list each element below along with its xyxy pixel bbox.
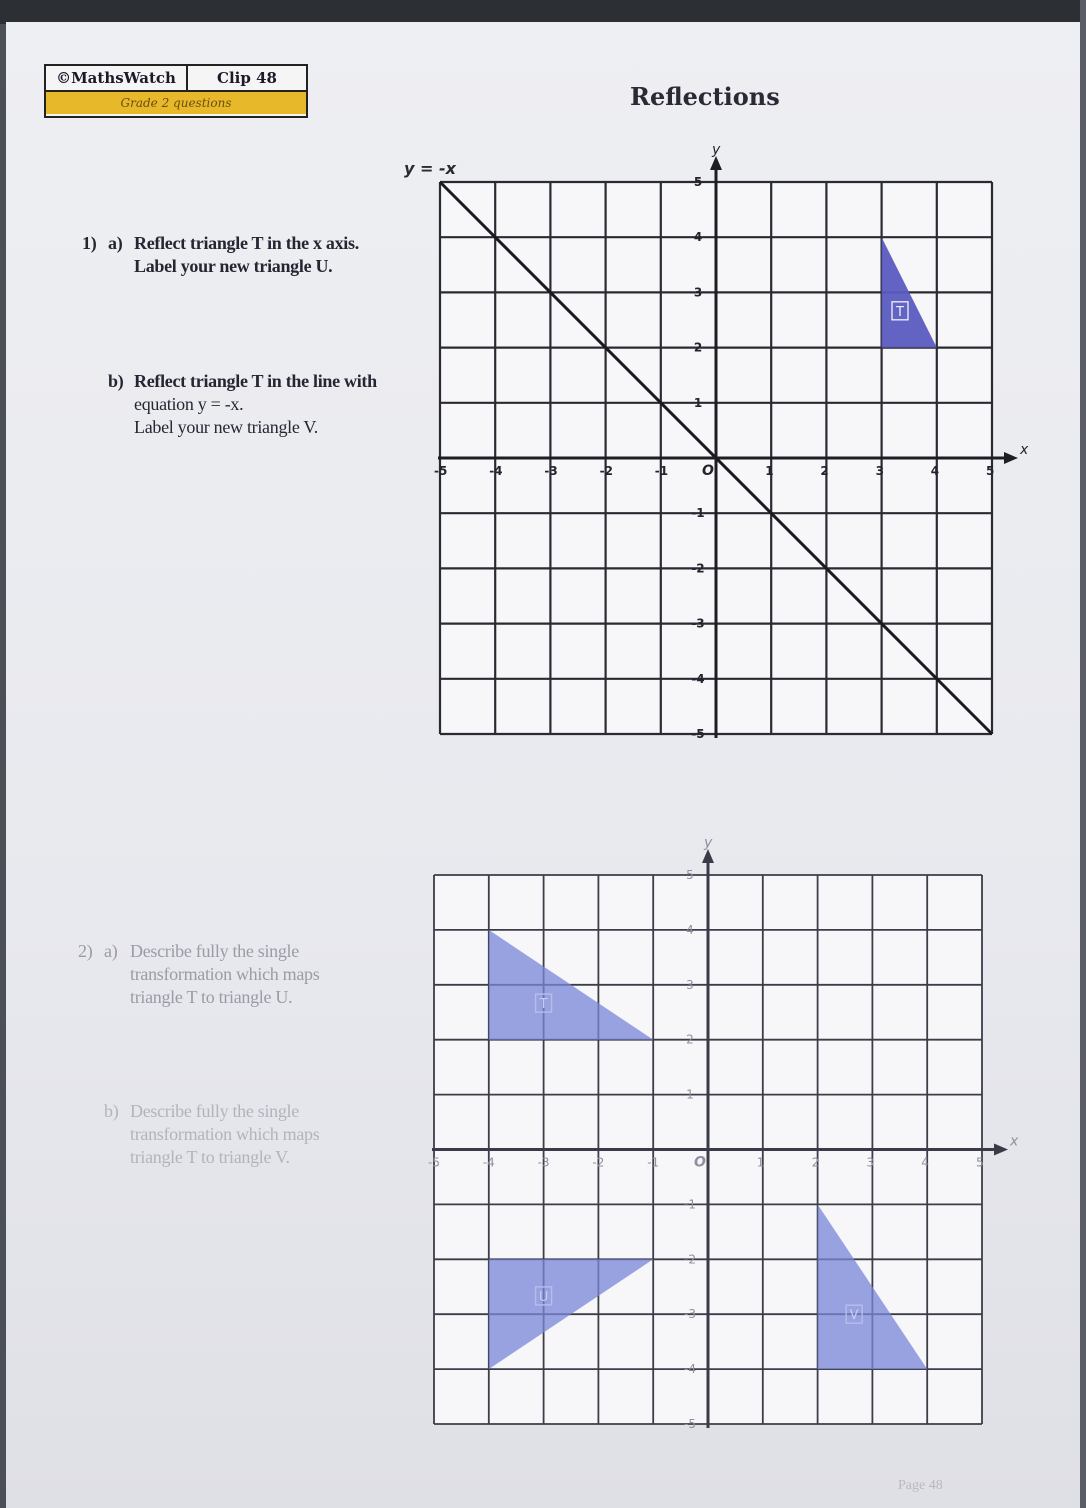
page-title: Reflections xyxy=(630,82,780,111)
triangle-label-t: T xyxy=(896,304,904,320)
x-tick-label: 3 xyxy=(866,1155,875,1170)
y-tick-label: 1 xyxy=(693,395,703,410)
question-1a-line2: Label your new triangle U. xyxy=(134,256,333,276)
x-tick-label: 4 xyxy=(930,464,940,478)
x-axis-arrow xyxy=(994,1144,1008,1156)
y-tick-label: -1 xyxy=(684,1197,696,1212)
x-axis-label: x xyxy=(1020,442,1029,458)
question-2b-line2: transformation which maps xyxy=(130,1124,320,1144)
question-2-number: 2) xyxy=(78,941,93,961)
y-tick-label: -5 xyxy=(691,727,705,741)
y-tick-label: -3 xyxy=(691,616,705,631)
x-axis-arrow xyxy=(1004,452,1018,464)
y-axis-label: y xyxy=(712,142,721,158)
y-tick-label: 3 xyxy=(693,285,703,300)
y-axis-arrow xyxy=(702,849,714,863)
x-tick-label: -4 xyxy=(482,1155,495,1170)
question-2a-line3: triangle T to triangle U. xyxy=(130,987,293,1007)
y-tick-label: -5 xyxy=(684,1417,696,1431)
y-tick-label: 1 xyxy=(686,1087,694,1102)
coordinate-grid-2-group xyxy=(428,835,1019,1431)
x-tick-label: -1 xyxy=(647,1155,660,1170)
question-1a-line1: Reflect triangle T in the x axis. xyxy=(134,233,359,253)
triangle-label-u: U xyxy=(538,1289,549,1305)
grade-label: Grade 2 questions xyxy=(46,92,306,114)
x-tick-label: 1 xyxy=(756,1155,765,1170)
triangle-label-v: V xyxy=(849,1308,859,1324)
origin-label: O xyxy=(702,463,714,479)
y-tick-label: 5 xyxy=(693,175,703,189)
x-tick-label: 4 xyxy=(921,1155,929,1170)
clip-number: Clip 48 xyxy=(217,69,277,87)
y-tick-label: -2 xyxy=(684,1252,696,1267)
question-1b-line3: Label your new triangle V. xyxy=(134,417,318,437)
y-tick-label: -4 xyxy=(684,1362,696,1377)
x-tick-label: -3 xyxy=(544,464,558,478)
x-tick-label: 5 xyxy=(976,1155,984,1170)
y-tick-label: -3 xyxy=(684,1307,696,1322)
x-tick-label: -4 xyxy=(489,464,503,478)
y-axis-label: y xyxy=(704,835,713,851)
question-2a-label: a) xyxy=(104,941,118,961)
x-tick-label: -3 xyxy=(537,1155,550,1170)
x-tick-label: -2 xyxy=(592,1155,605,1170)
x-tick-label: 3 xyxy=(875,464,884,478)
question-2a-line2: transformation which maps xyxy=(130,964,320,984)
x-tick-label: -1 xyxy=(654,464,669,478)
question-2b-label: b) xyxy=(104,1101,119,1121)
question-1b-label: b) xyxy=(108,371,124,391)
line-equation-label: y = -x xyxy=(404,159,456,178)
x-tick-label: 5 xyxy=(986,464,995,478)
y-tick-label: -4 xyxy=(691,671,705,686)
x-tick-label: 1 xyxy=(765,464,774,478)
question-1b-line1: Reflect triangle T in the line with xyxy=(134,371,377,391)
y-tick-label: 2 xyxy=(693,340,703,355)
x-tick-label: -5 xyxy=(434,464,448,478)
y-tick-label: 2 xyxy=(686,1032,694,1047)
question-1-number: 1) xyxy=(82,233,97,253)
brand-name: ©MathsWatch xyxy=(46,66,188,90)
y-tick-label: 3 xyxy=(686,977,694,992)
triangle-label-t: T xyxy=(539,997,548,1013)
page-number: Page 48 xyxy=(898,1478,943,1493)
y-tick-label: 4 xyxy=(693,230,703,245)
x-tick-label: -5 xyxy=(428,1155,440,1170)
x-tick-label: 2 xyxy=(820,464,829,478)
x-tick-label: -2 xyxy=(599,464,613,478)
question-1a-label: a) xyxy=(108,233,123,253)
x-axis-label: x xyxy=(1010,1133,1019,1150)
x-tick-label: 2 xyxy=(811,1155,820,1170)
coordinate-grid-1-group xyxy=(404,142,1029,741)
question-1b-line2: equation y = -x. xyxy=(134,394,244,414)
y-tick-label: 5 xyxy=(686,868,694,882)
question-2b-line1: Describe fully the single xyxy=(130,1101,299,1121)
question-2a-line1: Describe fully the single xyxy=(130,941,299,961)
y-axis-arrow xyxy=(710,156,722,170)
y-tick-label: -2 xyxy=(691,561,705,576)
question-2b-line3: triangle T to triangle V. xyxy=(130,1147,290,1167)
origin-label: O xyxy=(694,1154,706,1171)
y-tick-label: 4 xyxy=(686,922,694,937)
y-tick-label: -1 xyxy=(691,506,705,521)
